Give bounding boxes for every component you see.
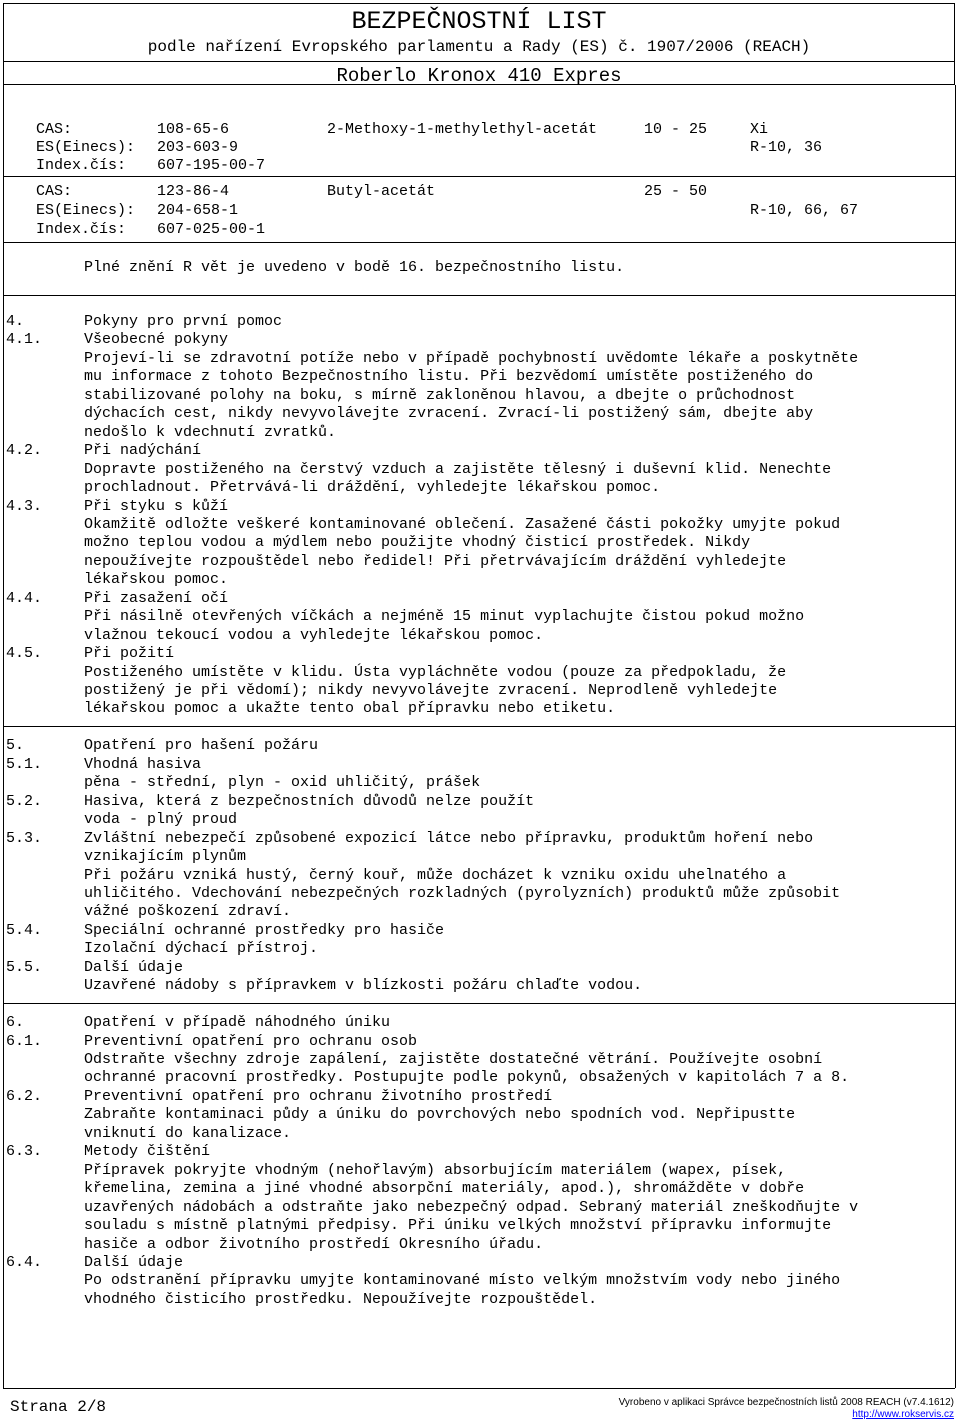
section-divider [3,295,955,296]
product-name: Roberlo Kronox 410 Expres [336,65,622,87]
r-phrase-note: Plné znění R vět je uvedeno v bodě 16. bezpečnostního listu. [84,259,625,276]
section-heading: Další údaje [84,958,184,976]
section-number: 5.4. [6,921,43,939]
website-link[interactable]: http://www.rokservis.cz [852,1409,954,1420]
cas-label: CAS: [36,183,73,200]
section-text: vniknutí do kanalizace. [84,1124,292,1142]
section-text: lékařskou pomoc a ukažte tento obal přípravku nebo etiketu. [84,700,616,718]
section-text: nedošlo k vdechnutí zvratků. [84,423,337,441]
section-number: 4. [6,313,25,330]
section-text: Postiženého umístěte v klidu. Ústa vypláchněte vodou (pouze za předpokladu, že [84,663,787,681]
section-text: vlažnou tekoucí vodou a vyhledejte lékařskou pomoc. [84,626,544,644]
es-label: ES(Einecs): [36,202,136,219]
document-subtitle: podle nařízení Evropského parlamentu a Rady (ES) č. 1907/2006 (REACH) [147,38,811,56]
section-heading: Speciální ochranné prostředky pro hasiče [84,921,445,939]
section-text: stabilizované polohy na boku, s mírně zakloněnou hlavou, a dbejte o průchodnost [84,386,796,404]
section-text: Projeví-li se zdravotní potíže nebo v případě pochybností uvědomte lékaře a poskytněte [84,349,859,367]
section-heading: Opatření v případě náhodného úniku [84,1014,391,1032]
section-text: Uzavřené nádoby s přípravkem v blízkosti požáru chlaďte vodou. [84,977,643,995]
page-number: Strana 2/8 [10,1398,107,1416]
section-text: možno teplou vodou a mýdlem nebo použijte vhodný čisticí prostředek. Nikdy [84,534,751,552]
section-heading: Metody čištění [84,1143,211,1161]
section-text: voda - plný proud [84,811,238,829]
section-text: nepoužívejte rozpouštědel nebo ředidel! Při přetrvávajícím dráždění vyhledejte [84,552,787,570]
section-text: vhodného čisticího prostředku. Nepoužívejte rozpouštědel. [84,1290,598,1308]
section-text: pěna - střední, plyn - oxid uhličitý, prášek [84,774,481,792]
section-number: 6.2. [6,1087,43,1105]
section-heading: Všeobecné pokyny [84,331,229,349]
section-divider [3,726,955,727]
section-text: Odstraňte všechny zdroje zapálení, zajistěte dostatečné větrání. Používejte osobní [84,1051,823,1068]
section-heading: Při požití [84,645,175,663]
component-name: Butyl-acetát [327,183,436,200]
section-text: vážné poškození zdraví. [84,903,292,921]
right-border [955,85,956,1388]
section-heading: Opatření pro hašení požáru [84,737,319,755]
index-label: Index.čís: [36,221,127,238]
component-divider [3,176,955,177]
section-text: prochladnout. Přetrvává-li dráždění, vyhledejte lékařskou pomoc. [84,479,661,497]
r-phrases: R-10, 66, 67 [750,202,859,219]
cas-value: 123-86-4 [157,183,230,200]
index-label: Index.čís: [36,157,127,174]
es-value: 203-603-9 [157,139,239,156]
index-value: 607-195-00-7 [157,157,266,174]
section-heading: Vhodná hasiva [84,755,202,773]
section-text: Při požáru vzniká hustý, černý kouř, může docházet k vzniku oxidu uhelnatého a [84,866,787,884]
section-text: lékařskou pomoc. [84,571,229,589]
section-text: souladu s místně platnými předpisy. Při úniku velkých množství přípravku informujte [84,1217,832,1235]
section-text: uhličitého. Vdechování nebezpečných rozkladných (pyrolyzních) produktů může způsobit [84,884,841,902]
es-value: 204-658-1 [157,202,239,219]
section-number: 6.1. [6,1032,43,1050]
section-text: mu informace z tohoto Bezpečnostního listu. Při bezvědomí umístěte postiženého do [84,368,814,386]
section-text: vznikajícím plynům [84,848,247,866]
section-heading: Pokyny pro první pomoc [84,313,283,330]
section-text: Zabraňte kontaminaci půdy a úniku do povrchových nebo spodních vod. Nepřipustte [84,1106,796,1124]
section-number: 4.3. [6,497,43,515]
section-number: 4.1. [6,331,43,349]
section-number: 5. [6,737,25,755]
section-text: Dopravte postiženého na čerstvý vzduch a zajistěte tělesný i duševní klid. Nenechte [84,460,832,478]
section-text: Přípravek pokryjte vhodným (nehořlavým) absorbujícím materiálem (wapex, písek, [84,1161,787,1179]
hazard-symbol: Xi [750,121,769,138]
component-name: 2-Methoxy-1-methylethyl-acetát [327,121,598,138]
section-number: 6.4. [6,1253,43,1271]
left-border [3,85,4,1388]
section-number: 4.5. [6,645,43,663]
software-credit: Vyrobeno v aplikaci Správce bezpečnostních listů 2008 REACH (v7.4.1612) [618,1397,954,1408]
section-heading: Preventivní opatření pro ochranu osob [84,1032,418,1050]
section-text: Po odstranění přípravku umyjte kontaminované místo velkým množstvím vody nebo jiného [84,1272,841,1290]
section-number: 4.4. [6,589,43,607]
cas-label: CAS: [36,121,73,138]
section-heading: Při styku s kůží [84,497,229,515]
section-heading: Zvláštní nebezpečí způsobené expozicí látce nebo přípravku, produktům hoření nebo [84,829,814,847]
section-text: hasiče a odbor životního prostředí Okresního úřadu. [84,1235,544,1253]
es-label: ES(Einecs): [36,139,136,156]
section-text: křemelina, zemina a jiné vhodné absorpční materiály, apod.), shromážděte v dobře [84,1180,805,1198]
section-text: ochranné pracovní prostředky. Postupujte podle pokynů, obsažených v kapitolách 7 a 8. [84,1069,850,1087]
concentration: 25 - 50 [644,183,708,200]
section-text: uzavřených nádobách a odstraňte jako nebezpečný odpad. Sebraný materiál zneškodňujte v [84,1198,859,1216]
index-value: 607-025-00-1 [157,221,266,238]
footer-credit [619,1397,954,1421]
section-number: 6. [6,1014,25,1032]
section-heading: Hasiva, která z bezpečnostních důvodů nelze použít [84,792,535,810]
section-heading: Preventivní opatření pro ochranu životního prostředí [84,1087,553,1105]
section-heading: Další údaje [84,1253,184,1271]
section-text: postižený je při vědomí); nikdy nevyvolávejte zvracení. Neprodleně vyhledejte [84,682,778,699]
section-number: 5.2. [6,792,43,810]
section-number: 6.3. [6,1143,43,1161]
document-title: BEZPEČNOSTNÍ LIST [351,7,607,36]
section-text: Při násilně otevřených víčkách a nejméně 15 minut vyplachujte čistou pokud možno [84,608,805,626]
component-divider [3,242,955,243]
header-divider [4,61,954,62]
concentration: 10 - 25 [644,121,708,138]
r-phrases: R-10, 36 [750,139,823,156]
section-number: 5.5. [6,958,43,976]
section-text: Izolační dýchací přístroj. [84,940,319,958]
cas-value: 108-65-6 [157,121,230,138]
section-text: Okamžitě odložte veškeré kontaminované oblečení. Zasažené části pokožky umyjte pokud [84,515,841,533]
section-number: 4.2. [6,442,43,460]
section-text: dýchacích cest, nikdy nevyvolávejte zvracení. Zvrací-li postižený sám, dbejte aby [84,405,814,423]
footer-divider [3,1388,955,1389]
section-number: 5.1. [6,755,43,773]
document-header [3,3,955,85]
section-heading: Při nadýchání [84,442,202,460]
section-heading: Při zasažení očí [84,589,229,607]
section-number: 5.3. [6,829,43,847]
section-divider [3,1003,955,1004]
